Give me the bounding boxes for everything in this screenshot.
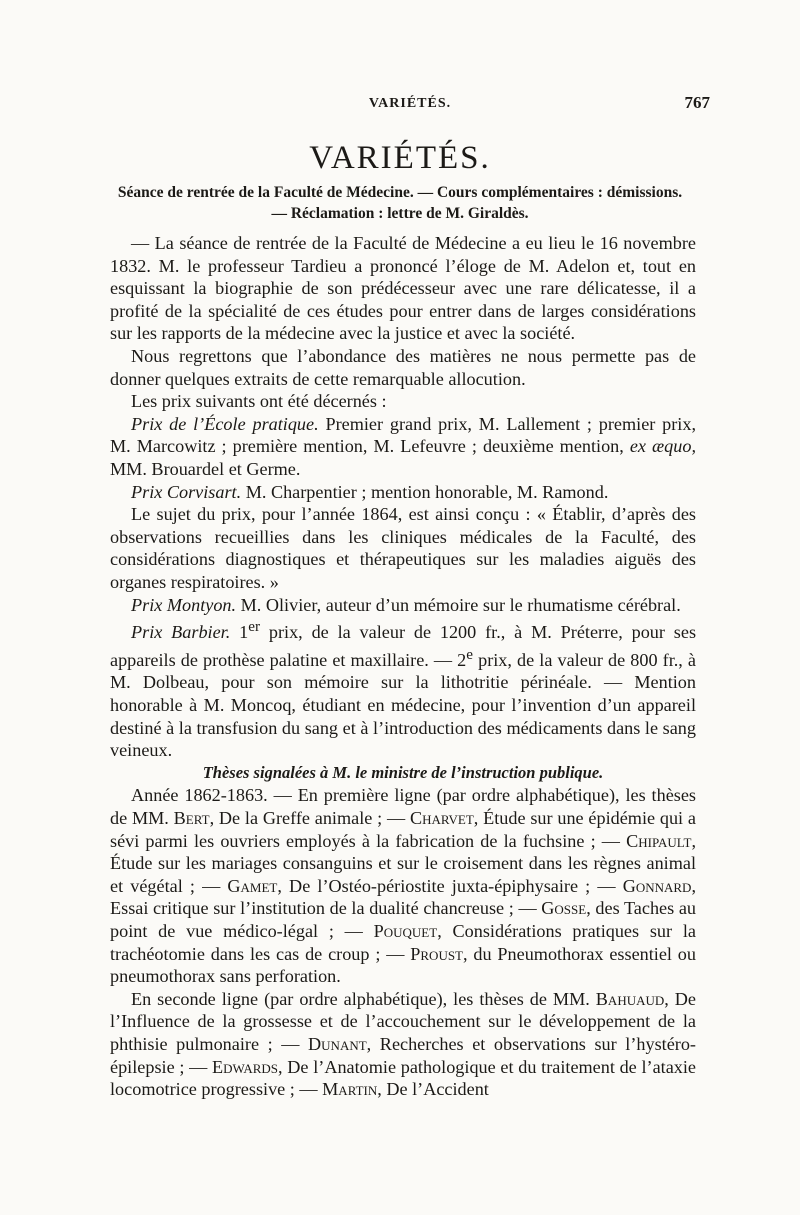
author-name: Proust <box>410 943 463 964</box>
text-run: Année 1862-1863. — En première ligne (par ordre alphabétique), les thèses de MM. <box>110 785 696 828</box>
page-number: 767 <box>684 93 710 112</box>
prize-text: Premier grand prix, M. Lallement ; premier prix, M. Marcowitz ; première mention, M. Lefeuvre ; deuxième mention, <box>110 413 696 457</box>
author-name: Martin <box>322 1079 378 1100</box>
section-title: VARIÉTÉS. <box>309 140 491 176</box>
text-run: , Essai critique sur l’institution de la dualité chancreuse ; — <box>110 875 696 919</box>
paragraph-prix-intro: Les prix suivants ont été décernés : <box>131 391 387 412</box>
author-name: Gosse <box>541 898 587 919</box>
author-name: Charvet <box>409 807 474 828</box>
prize-text: M. Charpentier ; mention honorable, M. Ramond. <box>241 481 609 502</box>
paragraph-prix-corvisart <box>110 481 696 504</box>
text-run: , De l’Anatomie pathologique et du traitement de l’ataxie locomotrice progressive ; — <box>110 1056 696 1100</box>
running-head-title: VARIÉTÉS. <box>368 96 452 111</box>
paragraph-premiere-ligne <box>110 784 696 987</box>
author-name: Pouquet <box>373 920 438 941</box>
author-name: Bahuaud <box>595 988 665 1009</box>
paragraph-prix-barbier <box>110 616 696 762</box>
text-run: , De la Greffe animale ; — <box>209 807 410 828</box>
prize-label: Prix Corvisart. <box>131 481 242 502</box>
text-run: , De l’Ostéo-périostite juxta-épiphysaire ; — <box>277 875 623 896</box>
prize-text: prix, de la valeur de 1200 fr., à M. Préterre, pour ses appareils de prothèse palatine et maxillaire. — 2 <box>110 622 697 670</box>
paragraph-prix-montyon <box>110 594 696 617</box>
author-name: Dunant <box>308 1033 367 1054</box>
author-name: Chipault <box>626 830 692 851</box>
paragraph-seconde-ligne <box>110 988 696 1101</box>
section-summary: Séance de rentrée de la Faculté de Médecine. — Cours complémentaires : démissions. — Réclamation : lettre de M. Giraldès. <box>117 184 683 222</box>
prize-text: MM. Brouardel et Germe. <box>110 458 301 479</box>
theses-heading: Thèses signalées à M. le ministre de l’instruction publique. <box>202 762 604 782</box>
superscript: er <box>248 618 261 636</box>
author-name: Gonnard <box>622 875 692 896</box>
author-name: Edwards <box>212 1056 279 1077</box>
prize-label: Prix Barbier. <box>131 622 231 643</box>
paragraph-regrets: Nous regrettons que l’abondance des matières ne nous permette pas de donner quelques extraits de cette remarquable allocution. <box>110 345 696 389</box>
superscript: e <box>466 645 474 663</box>
text-run: , Recherches et observations sur l’hystéro-épilepsie ; — <box>110 1033 696 1077</box>
paragraph-prix-ecole-pratique <box>110 413 696 481</box>
text-run: , Étude sur les mariages consanguins et sur le croisement dans les règnes animal et végétal ; — <box>110 830 696 896</box>
ex-aequo-text: ex æquo, <box>629 436 696 457</box>
prize-text: prix, de la valeur de 800 fr., à M. Dolbeau, pour son mémoire sur la lithotritie périnéale. — Mention honorable à M. Moncoq, étudiant en médecine, pour l’invention d’un appareil destiné à la transfusion du sang et à l’introduction des médicaments dans le sang veineux. <box>110 649 696 761</box>
author-name: Bert <box>173 807 210 828</box>
running-head <box>110 93 710 122</box>
paragraph-sujet-prix: Le sujet du prix, pour l’année 1864, est ainsi conçu : « Établir, d’après des observations recueillies dans les cliniques médicales de la Faculté, des considérations diagnostiques et thérapeutiques sur les maladies aiguës des organes respiratoires. » <box>110 504 696 592</box>
text-run: , Considérations pratiques sur la trachéotomie dans les cas de croup ; — <box>110 920 696 964</box>
paragraph-seance: — La séance de rentrée de la Faculté de Médecine a eu lieu le 16 novembre 1832. M. le professeur Tardieu a prononcé l’éloge de M. Adelon et, tout en esquissant la biographie de son prédécesseur avec une rare délicatesse, il a profité de la spécialité de ces études pour entrer dans de larges considérations sur les rapports de la médecine avec la justice et avec la société. <box>110 233 696 344</box>
prize-label: Prix de l’École pratique. <box>131 413 319 434</box>
text-run: , De l’Influence de la grossesse et de l’accouchement sur le développement de la phthisie pulmonaire ; — <box>110 988 696 1054</box>
text-run: , du Pneumothorax essentiel ou pneumothorax sans perforation. <box>110 943 696 987</box>
text-run: , des Taches au point de vue médico-légal ; — <box>110 898 697 941</box>
prize-label: Prix Montyon. <box>131 594 237 615</box>
text-run: , De l’Accident <box>377 1079 489 1100</box>
author-name: Gamet <box>227 875 278 896</box>
article-body <box>110 232 696 1101</box>
prize-text: 1 <box>230 622 249 643</box>
text-run: , Étude sur une épidémie qui a sévi parmi les ouvriers employés à la fabrication de la fuchsine ; — <box>110 807 696 851</box>
text-run: En seconde ligne (par ordre alphabétique), les thèses de MM. <box>131 988 596 1009</box>
prize-text: M. Olivier, auteur d’un mémoire sur le rhumatisme cérébral. <box>236 594 681 615</box>
